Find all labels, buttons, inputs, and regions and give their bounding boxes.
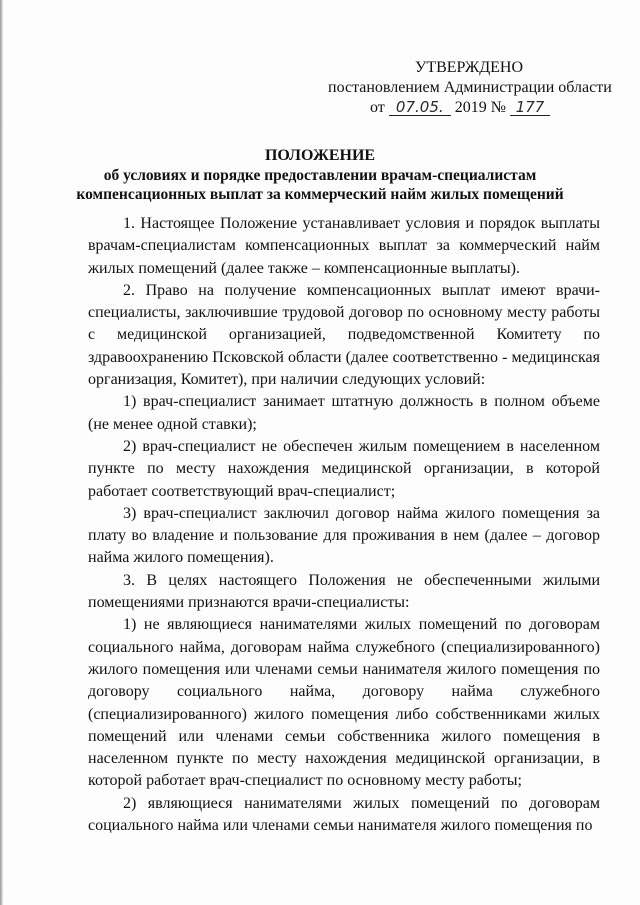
approved-label: УТВЕРЖДЕНО: [415, 59, 524, 76]
approval-stamp: [322, 58, 622, 118]
paragraph: 1) не являющиеся нанимателями жилых помещений по договорам социального найма, договорам найма служебного (специализированного) жилого помещения или членами семьи нанимателя жилого помещения по договору социального найма, договору найма служебного (специализированного) жилого помещения либо собственниками жилых помещений или членами семьи собственника жилого помещения в населенном пункте по месту нахождения медицинской организации, в которой работает врач-специалист по основному месту работы;: [88, 616, 600, 790]
paragraph: 3. В целях настоящего Положения не обеспеченными жилыми помещениями признаются врачи-специалисты:: [88, 571, 600, 612]
title-line-2: компенсационных выплат за коммерческий найм жилых помещений: [76, 186, 564, 203]
paragraph: 1. Настоящее Положение устанавливает условия и порядок выплаты врачам-специалистам компенсационных выплат за коммерческий найм жилых помещений (далее также – компенсационные выплаты).: [88, 215, 600, 277]
title-heading: ПОЛОЖЕНИЕ: [264, 147, 376, 164]
paragraph: 2. Право на получение компенсационных выплат имеют врачи-специалисты, заключившие трудовой договор по основному месту работы с медицинской организацией, подведомственной Комитету по здравоохранению Псковской области (далее соответственно - медицинская организация, Комитет), при наличии следующих условий:: [88, 281, 600, 389]
number-sign: №: [490, 99, 507, 116]
resolution-date-line: [322, 98, 622, 118]
paragraph: 2) врач-специалист не обеспечен жилым помещением в населенном пункте по месту нахождения медицинской организации, в которой работает соответствующий врач-специалист;: [88, 437, 600, 500]
handwritten-date: 07.05.: [389, 99, 451, 116]
scan-edge: [0, 0, 3, 905]
paragraph: 3) врач-специалист заключил договор найма жилого помещения за плату во владение и пользование для проживания в нем (далее – договор найма жилого помещения).: [88, 504, 600, 567]
handwritten-number: 177: [510, 99, 550, 116]
resolution-year: 2019: [454, 99, 487, 116]
resolution-label: постановлением Администрации области: [328, 79, 612, 96]
document-body: [88, 213, 600, 837]
paragraph: 2) являющиеся нанимателями жилых помещений по договорам социального найма или членами семьи нанимателя жилого помещения по: [88, 794, 600, 835]
document-title: [0, 146, 640, 204]
date-prefix: от: [370, 99, 385, 116]
paragraph: 1) врач-специалист занимает штатную должность в полном объеме (не менее одной ставки);: [88, 393, 600, 433]
title-line-1: об условиях и порядке предоставлении врачам-специалистам: [103, 167, 537, 184]
